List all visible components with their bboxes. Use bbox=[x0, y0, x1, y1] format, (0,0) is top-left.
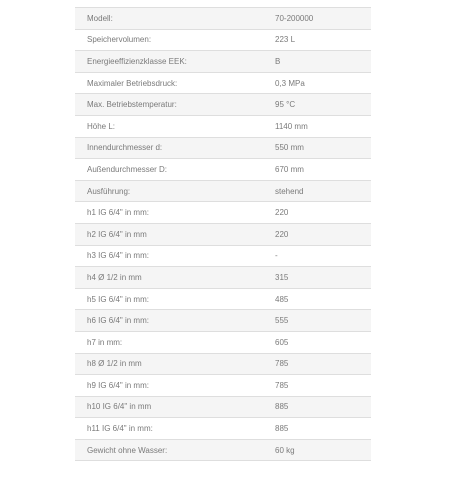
spec-label: Höhe L: bbox=[75, 115, 261, 137]
table-row bbox=[75, 94, 371, 116]
spec-value: 223 L bbox=[261, 29, 371, 51]
spec-value: 550 mm bbox=[261, 137, 371, 159]
table-row bbox=[75, 115, 371, 137]
spec-value: 0,3 MPa bbox=[261, 72, 371, 94]
spec-label: Maximaler Betriebsdruck: bbox=[75, 72, 261, 94]
spec-value: 670 mm bbox=[261, 159, 371, 181]
spec-value: 785 bbox=[261, 353, 371, 375]
table-row bbox=[75, 288, 371, 310]
spec-value: stehend bbox=[261, 180, 371, 202]
spec-label: h9 IG 6/4" in mm: bbox=[75, 375, 261, 397]
spec-label: Speichervolumen: bbox=[75, 29, 261, 51]
table-row bbox=[75, 375, 371, 397]
spec-label: Ausführung: bbox=[75, 180, 261, 202]
table-row bbox=[75, 439, 371, 461]
table-row bbox=[75, 223, 371, 245]
table-row bbox=[75, 180, 371, 202]
spec-label: h5 IG 6/4" in mm: bbox=[75, 288, 261, 310]
spec-value: 70-200000 bbox=[261, 8, 371, 30]
spec-value: 555 bbox=[261, 310, 371, 332]
table-row bbox=[75, 29, 371, 51]
spec-value: 315 bbox=[261, 267, 371, 289]
table-row bbox=[75, 159, 371, 181]
spec-label: Innendurchmesser d: bbox=[75, 137, 261, 159]
spec-label: Max. Betriebstemperatur: bbox=[75, 94, 261, 116]
spec-label: h11 IG 6/4" in mm: bbox=[75, 418, 261, 440]
spec-value: B bbox=[261, 51, 371, 73]
spec-table-body bbox=[75, 8, 371, 461]
spec-value: 485 bbox=[261, 288, 371, 310]
spec-label: h8 Ø 1/2 in mm bbox=[75, 353, 261, 375]
table-row bbox=[75, 353, 371, 375]
table-row bbox=[75, 331, 371, 353]
spec-label: h4 Ø 1/2 in mm bbox=[75, 267, 261, 289]
spec-value: 885 bbox=[261, 396, 371, 418]
spec-value: 220 bbox=[261, 202, 371, 224]
spec-value: 785 bbox=[261, 375, 371, 397]
table-row bbox=[75, 245, 371, 267]
spec-label: h2 IG 6/4" in mm bbox=[75, 223, 261, 245]
spec-label: Gewicht ohne Wasser: bbox=[75, 439, 261, 461]
spec-label: h6 IG 6/4" in mm: bbox=[75, 310, 261, 332]
spec-value: 95 °C bbox=[261, 94, 371, 116]
spec-label: h3 IG 6/4" in mm: bbox=[75, 245, 261, 267]
spec-value: 605 bbox=[261, 331, 371, 353]
spec-label: h7 in mm: bbox=[75, 331, 261, 353]
spec-table bbox=[75, 7, 371, 461]
spec-label: Außendurchmesser D: bbox=[75, 159, 261, 181]
spec-label: Energieeffizienzklasse EEK: bbox=[75, 51, 261, 73]
spec-value: - bbox=[261, 245, 371, 267]
table-row bbox=[75, 202, 371, 224]
spec-value: 1140 mm bbox=[261, 115, 371, 137]
table-row bbox=[75, 137, 371, 159]
spec-value: 885 bbox=[261, 418, 371, 440]
spec-label: Modell: bbox=[75, 8, 261, 30]
spec-value: 220 bbox=[261, 223, 371, 245]
table-row bbox=[75, 51, 371, 73]
spec-label: h10 IG 6/4" in mm bbox=[75, 396, 261, 418]
table-row bbox=[75, 72, 371, 94]
spec-value: 60 kg bbox=[261, 439, 371, 461]
table-row bbox=[75, 8, 371, 30]
table-row bbox=[75, 396, 371, 418]
table-row bbox=[75, 418, 371, 440]
spec-label: h1 IG 6/4" in mm: bbox=[75, 202, 261, 224]
table-row bbox=[75, 310, 371, 332]
table-row bbox=[75, 267, 371, 289]
